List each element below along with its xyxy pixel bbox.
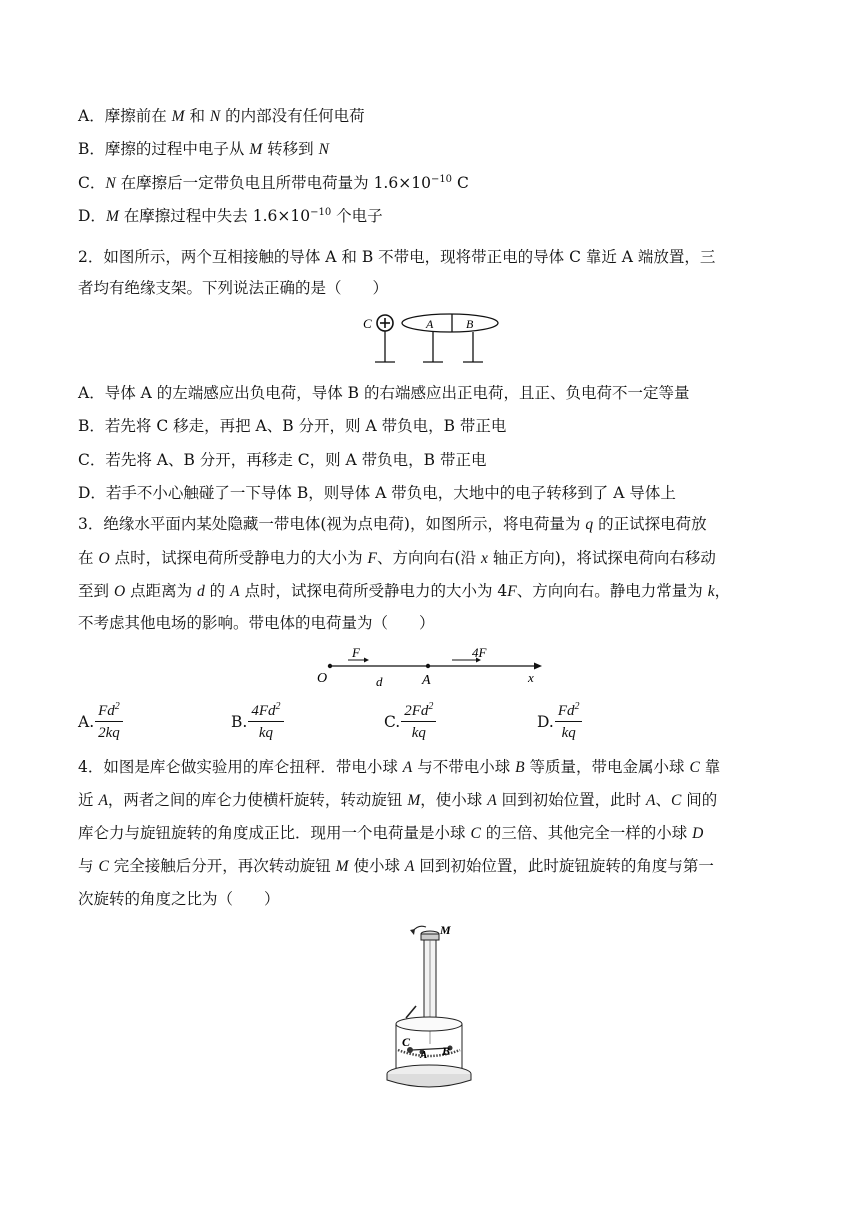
label-a: A: [422, 673, 431, 688]
label-4f: 4F: [472, 646, 487, 660]
q3-option-c[interactable]: [384, 702, 436, 742]
denominator: kq: [411, 725, 426, 741]
var-c: C: [470, 825, 481, 842]
var-f: F: [507, 583, 517, 600]
q4-stem-line5: 次旋转的角度之比为（ ）: [78, 890, 280, 908]
text: A．摩擦前在: [78, 107, 172, 125]
label-a: A: [426, 317, 434, 331]
var-d: d: [197, 583, 205, 600]
text: 点时，试探电荷所受静电力的大小为 4: [239, 582, 508, 600]
label-x: x: [528, 670, 534, 685]
option-label: D.: [537, 713, 554, 731]
var-a: A: [404, 858, 415, 875]
denominator: kq: [561, 725, 576, 741]
var-q: q: [585, 516, 594, 533]
fraction: [401, 702, 436, 742]
text: 在: [78, 549, 99, 567]
text: 点时，试探电荷所受静电力的大小为: [109, 549, 368, 567]
exponent: 2: [574, 701, 580, 712]
q4-stem-line1: [78, 757, 720, 778]
var-c: C: [689, 759, 700, 776]
text: 在摩擦后一定带负电且所带电荷量为 1.6×10: [115, 174, 431, 192]
numerator: Fd: [98, 703, 115, 719]
q4-stem-line2: [78, 790, 717, 811]
q3-stem-line2: [78, 548, 716, 569]
var-f: F: [367, 550, 377, 567]
point-a: [426, 664, 430, 668]
var-m: M: [407, 792, 421, 809]
text: 间的: [681, 791, 718, 809]
axis-arrow-icon: [534, 663, 542, 670]
insulated-rod: [406, 1006, 416, 1018]
cylinder-top: [396, 1017, 462, 1031]
text: ，两者之间的库仑力使横杆旋转，转动旋钮: [107, 791, 408, 809]
q2-option-d[interactable]: D．若手不小心触碰了一下导体 B，则导体 A 带负电，大地中的电子转移到了 A 导体上: [78, 484, 676, 502]
text: C．: [78, 174, 106, 192]
var-c: C: [98, 858, 109, 875]
numerator: Fd: [557, 703, 575, 719]
text: 与: [78, 857, 99, 875]
var-m: M: [335, 858, 349, 875]
text: 和: [184, 107, 210, 125]
option-label: C.: [384, 713, 401, 731]
text: ，: [714, 582, 731, 600]
text: 的正试探电荷放: [593, 515, 707, 533]
text: 靠: [699, 758, 721, 776]
var-c: C: [671, 792, 682, 809]
var-o: O: [113, 583, 126, 600]
exponent: −10: [310, 206, 332, 218]
label-d: d: [376, 674, 383, 688]
q3-stem-line4: 不考虑其他电场的影响。带电体的电荷量为（ ）: [78, 614, 435, 632]
var-a: A: [646, 792, 656, 809]
var-d: D: [692, 825, 704, 842]
q4-figure-torsion-balance: [372, 922, 482, 1094]
label-m: M: [440, 923, 451, 937]
var-n: N: [105, 175, 116, 192]
text: 至到: [78, 582, 114, 600]
label-o: O: [317, 671, 328, 686]
text: 转移到: [262, 140, 319, 158]
label-a: A: [420, 1049, 428, 1061]
var-m: M: [249, 141, 263, 158]
option-label: A.: [78, 713, 95, 731]
var-m: M: [105, 208, 119, 225]
var-x: x: [480, 550, 488, 567]
conductor-ab: [402, 314, 498, 332]
var-a: A: [402, 759, 413, 776]
var-b: B: [515, 759, 525, 776]
denominator: kq: [258, 725, 273, 741]
q4-stem-line3: [78, 823, 703, 844]
knob-m-body: [421, 934, 439, 940]
var-o: O: [98, 550, 110, 567]
var-n: N: [318, 141, 329, 158]
q2-option-a[interactable]: A．导体 A 的左端感应出负电荷，导体 B 的右端感应出正电荷，且正、负电荷不一定等量: [78, 384, 690, 402]
text: 的内部没有任何电荷: [220, 107, 365, 125]
label-c: C: [402, 1035, 411, 1049]
q2-option-b[interactable]: B．若先将 C 移走，再把 A、B 分开，则 A 带负电，B 带正电: [78, 417, 507, 435]
text: 回到初始位置，此时: [496, 791, 647, 809]
text: 使小球: [348, 857, 405, 875]
text: 的: [204, 582, 231, 600]
text: 点距离为: [125, 582, 197, 600]
var-a: A: [230, 583, 240, 600]
q4-stem-line4: [78, 856, 714, 877]
text: 3．绝缘水平面内某处隐藏一带电体(视为点电荷)，如图所示，将电荷量为: [78, 515, 586, 533]
text: 回到初始位置，此时旋钮旋转的角度与第一: [414, 857, 714, 875]
arrow-icon: [410, 929, 415, 935]
text: 、方向向右(沿: [376, 549, 481, 567]
q3-option-d[interactable]: [537, 702, 582, 742]
label-b: B: [442, 1044, 451, 1058]
q3-option-b[interactable]: [231, 702, 284, 742]
label-b: B: [466, 317, 474, 331]
text: 的三倍、其他完全一样的小球: [480, 824, 693, 842]
q1-option-a[interactable]: [78, 106, 365, 127]
var-n: N: [209, 108, 221, 125]
denominator: 2kq: [98, 725, 120, 741]
text: 、方向向右。静电力常量为: [516, 582, 708, 600]
text: 近: [78, 791, 99, 809]
q3-figure-axis: [312, 646, 544, 688]
numerator: 2Fd: [404, 703, 429, 719]
exponent: −10: [430, 173, 453, 185]
q3-stem-line3: [78, 581, 730, 602]
q3-stem-line1: [78, 514, 707, 535]
var-m: M: [171, 108, 185, 125]
base-side: [387, 1074, 471, 1087]
label-f: F: [352, 646, 360, 660]
point-o: [328, 664, 332, 668]
option-label: B.: [231, 713, 248, 731]
q2-figure-conductors: [355, 308, 515, 378]
fraction: [555, 702, 583, 742]
q1-option-b[interactable]: [78, 139, 329, 160]
text: 完全接触后分开，再次转动旋钮: [108, 857, 336, 875]
text: 轴正方向)，将试探电荷向右移动: [487, 549, 716, 567]
q3-option-a[interactable]: [78, 702, 123, 742]
exponent: 2: [428, 701, 434, 712]
text: 4．如图是库仑做实验用的库仑扭秤．带电小球: [78, 758, 403, 776]
q2-stem-line1: 2．如图所示，两个互相接触的导体 A 和 B 不带电，现将带正电的导体 C 靠近 A 端放置，三: [78, 248, 716, 266]
var-a: A: [98, 792, 108, 809]
var-k: k: [707, 583, 715, 600]
text: D．: [78, 207, 106, 225]
q2-option-c[interactable]: C．若先将 A、B 分开，再移走 C，则 A 带负电，B 带正电: [78, 451, 487, 469]
text: 个电子: [331, 207, 383, 225]
q1-option-d[interactable]: [78, 206, 383, 227]
text: 库仑力与旋钮旋转的角度成正比．现用一个电荷量是小球: [78, 824, 471, 842]
text: 与不带电小球: [412, 758, 516, 776]
fraction: [95, 702, 123, 742]
fraction: [248, 702, 283, 742]
q2-stem-line2: 者均有绝缘支架。下列说法正确的是（ ）: [78, 279, 389, 297]
label-c: C: [363, 316, 372, 331]
numerator: 4Fd: [251, 703, 276, 719]
arrow-icon: [364, 658, 369, 663]
text: 在摩擦过程中失去 1.6×10: [118, 207, 311, 225]
text: 、: [655, 791, 672, 809]
var-a: A: [487, 792, 497, 809]
q3-options: [78, 702, 778, 750]
exponent: 2: [114, 701, 120, 712]
text: 等质量，带电金属小球: [524, 758, 690, 776]
q1-option-c[interactable]: [78, 173, 469, 194]
text: C: [452, 174, 469, 192]
text: B．摩擦的过程中电子从: [78, 140, 250, 158]
text: ，使小球: [420, 791, 488, 809]
exponent: 2: [275, 701, 281, 712]
